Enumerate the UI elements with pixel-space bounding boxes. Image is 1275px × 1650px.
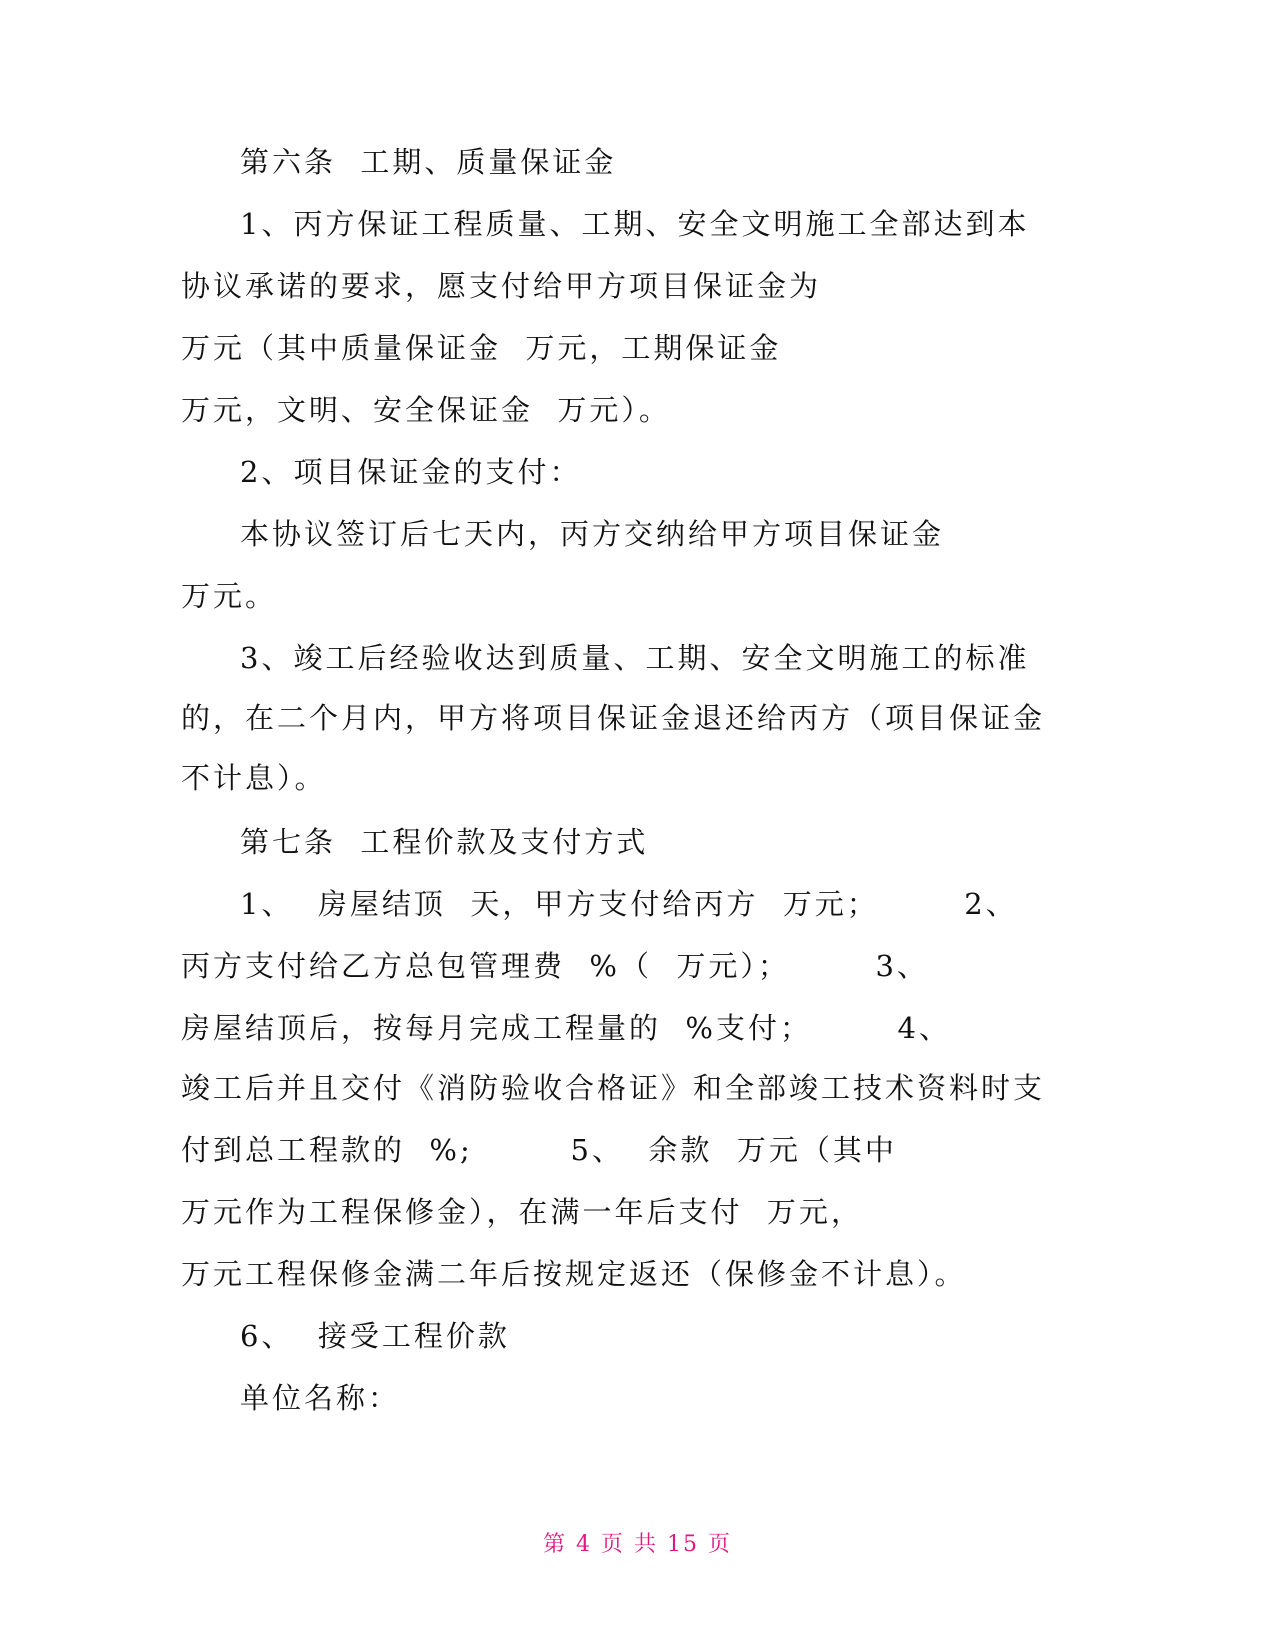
payment-line-3: 房屋结顶后，按每月完成工程量的 %支付； 4、 — [181, 1011, 951, 1045]
clause-1-line-4: 万元，文明、安全保证金 万元）。 — [181, 393, 671, 427]
clause-3-line-3: 不计息）。 — [181, 761, 327, 795]
payment-line-4: 竣工后并且交付《消防验收合格证》和全部竣工技术资料时支 — [181, 1071, 1046, 1105]
clause-1-line-2: 协议承诺的要求，愿支付给甲方项目保证金为 — [181, 269, 822, 303]
article-7-heading: 第七条 工程价款及支付方式 — [240, 825, 649, 859]
payment-line-7: 万元工程保修金满二年后按规定返还（保修金不计息）。 — [181, 1257, 967, 1291]
article-6-heading: 第六条 工期、质量保证金 — [240, 145, 617, 179]
unit-name-label: 单位名称： — [240, 1381, 401, 1415]
clause-1-line-3: 万元（其中质量保证金 万元，工期保证金 — [181, 331, 782, 365]
payment-line-2: 丙方支付给乙方总包管理费 %（ 万元）； 3、 — [181, 949, 929, 983]
clause-2-line-2: 万元。 — [181, 579, 278, 613]
clause-6-heading: 6、 接受工程价款 — [240, 1319, 510, 1353]
payment-line-1: 1、 房屋结顶 天，甲方支付给丙方 万元； 2、 — [240, 887, 1018, 921]
clause-2-line-1: 本协议签订后七天内，丙方交纳给甲方项目保证金 — [240, 517, 945, 551]
clause-2-heading: 2、项目保证金的支付： — [240, 455, 582, 489]
payment-line-6: 万元作为工程保修金），在满一年后支付 万元， — [181, 1195, 863, 1229]
page-number-footer: 第 4 页 共 15 页 — [543, 1532, 732, 1557]
clause-3-line-1: 3、竣工后经验收达到质量、工期、安全文明施工的标准 — [240, 641, 1030, 675]
payment-line-5: 付到总工程款的 %; 5、 余款 万元（其中 — [181, 1133, 897, 1167]
clause-1-line-1: 1、丙方保证工程质量、工期、安全文明施工全部达到本 — [240, 207, 1030, 241]
clause-3-line-2: 的，在二个月内，甲方将项目保证金退还给丙方（项目保证金 — [181, 701, 1046, 735]
